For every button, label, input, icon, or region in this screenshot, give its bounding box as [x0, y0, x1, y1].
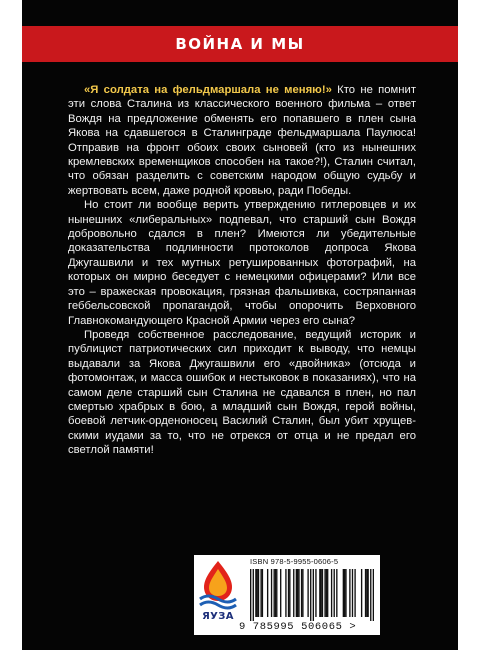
barcode-bar	[275, 569, 276, 617]
barcode-bar	[273, 569, 274, 617]
barcode-bar	[343, 569, 344, 617]
barcode-bar	[293, 569, 294, 617]
barcode-bar	[344, 569, 345, 617]
series-title: ВОЙНА И МЫ	[175, 35, 305, 53]
barcode-digits: 9 785995 506065 >	[239, 621, 357, 633]
book-back-cover	[22, 0, 458, 650]
barcode-bar	[285, 569, 286, 617]
barcode-bar	[262, 569, 263, 617]
barcode-bar	[250, 569, 251, 621]
barcode-bar	[331, 569, 332, 617]
barcode-bar	[276, 569, 277, 617]
barcode-bar	[310, 569, 311, 621]
barcode-bar	[322, 569, 323, 617]
barcode-bar	[271, 569, 272, 617]
stalin-quote: «Я солдата на фельдмаршала не меняю!»	[84, 84, 332, 96]
barcode-bar	[257, 569, 258, 617]
barcode-panel	[194, 555, 380, 635]
blurb-paragraph-3: Проведя собственное расследование, ведущий историк и публицист патриотических сил приходит к выводу, что немцы выдавали за Якова Джугашвили его «двойника» (отсюда и фотомонтаж, и масса ошибок и нестыковок в показаниях), что на самом деле старший сын Сталина не сдавался в плен, но пал смертью храбрых в бою, а младший сын Вождя, герой войны, боевой летчик-орденоносец Василий Сталин, был убит хрущевскими иудами за то, что не отрекся от отца и не предал его светлой памяти!	[68, 328, 416, 457]
barcode-bar	[298, 569, 299, 617]
barcode-bar	[301, 569, 302, 617]
barcode-bar	[313, 569, 314, 621]
barcode-bar	[326, 569, 327, 617]
series-banner	[22, 26, 458, 62]
barcode-bar	[324, 569, 325, 617]
blurb-paragraph-1-text: Кто не помнит эти слова Сталина из классического военного фильма – ответ Вождя на предложение обменять его попавшего в плен сына Якова на сдавшегося в Сталинграде фельдмаршала Паулюса! Отправив на фронт обоих своих сыновей (кто из нынешних кремлевских временщиков способен на такое?!), Сталин считал, что обязан разделить с советским народом общую судьбу и жертвовать всем, даже родной кровью, ради Победы.	[68, 84, 416, 197]
barcode-bar	[370, 569, 371, 621]
blurb-text	[68, 83, 416, 458]
barcode-bar	[319, 569, 320, 617]
barcode-bar	[345, 569, 346, 617]
barcode-bar	[267, 569, 268, 617]
barcode-bar	[302, 569, 303, 617]
barcode-bar	[365, 569, 366, 617]
barcode-bar	[297, 569, 298, 617]
barcode-bar	[260, 569, 261, 617]
barcode-bar	[253, 569, 254, 621]
barcode-bar	[315, 569, 316, 617]
blurb-paragraph-1	[68, 83, 416, 198]
barcode-bar	[327, 569, 328, 617]
barcode-icon	[250, 569, 374, 621]
barcode-bar	[289, 569, 290, 617]
barcode-bar	[258, 569, 259, 617]
barcode-bar	[361, 569, 362, 617]
isbn-label: ISBN 978-5-9955-0606-5	[250, 557, 339, 566]
barcode-bar	[320, 569, 321, 617]
barcode-bar	[366, 569, 367, 617]
barcode-bar	[307, 569, 308, 617]
barcode-bar	[349, 569, 350, 617]
publisher-name: ЯУЗА	[202, 611, 234, 622]
barcode-bar	[296, 569, 297, 617]
barcode-bar	[373, 569, 374, 621]
blurb-paragraph-2: Но стоит ли вообще верить утверждению гитлеровцев и их нынешних «либеральных» подпевал, что старший сын Вождя добровольно сдался в плен? Имеются ли убедительные доказательства подлинности протоколов допроса Якова Джугашвили и тех мутных ретушированных фотографий, на которых он мирно беседует с немецкими офицерами? Или все это – вражеская провокация, грязная фальшивка, состряпанная геббельсовской пропагандой, чтобы опорочить Верховного Главнокомандующего Красной Армии через его сына?	[68, 199, 416, 327]
barcode-bar	[280, 569, 281, 617]
barcode-bar	[336, 569, 337, 617]
barcode-bar	[255, 569, 256, 617]
barcode-bar	[352, 569, 353, 617]
barcode-bar	[354, 569, 355, 617]
publisher-logo-icon	[194, 555, 242, 635]
barcode-bar	[367, 569, 368, 617]
barcode-bar	[288, 569, 289, 617]
barcode-bar	[334, 569, 335, 617]
